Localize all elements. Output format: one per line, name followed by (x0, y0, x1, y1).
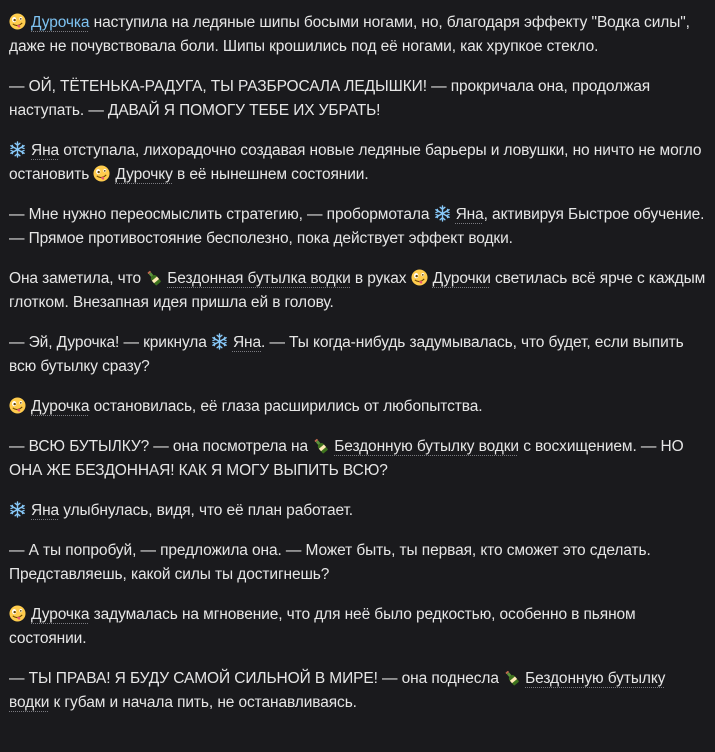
story-text: к губам и начала пить, не останавливаясь. (49, 694, 357, 711)
story-paragraph (9, 395, 707, 419)
crazy-face-icon (411, 269, 428, 286)
story-text: в руках (350, 270, 411, 287)
snowflake-icon (211, 333, 228, 350)
story-text: — А ты попробуй, — предложила она. — Может быть, ты первая, кто сможет это сделать. Представляешь, какой силы ты достигнешь? (9, 542, 651, 583)
entity-mention[interactable]: Дурочки (432, 270, 491, 287)
entity-mention[interactable]: Бездонную бутылку водки (334, 438, 519, 455)
story-text: , активируя Быстрое обучение. — Прямое противостояние бесполезно, пока действует эффект водки. (9, 206, 705, 247)
crazy-face-icon (93, 165, 110, 182)
story-text: — Эй, Дурочка! — крикнула (9, 334, 211, 351)
crazy-face-icon (9, 605, 26, 622)
story-text: — ОЙ, ТЁТЕНЬКА-РАДУГА, ТЫ РАЗБРОСАЛА ЛЕДЫШКИ! — прокричала она, продолжая наступать. — ДАВАЙ Я ПОМОГУ ТЕБЕ ИХ УБРАТЬ! (9, 78, 651, 119)
crazy-face-icon (9, 397, 26, 414)
entity-mention[interactable]: Бездонную бутылку водки (9, 670, 666, 711)
story-paragraph (9, 267, 707, 315)
story-paragraph (9, 203, 707, 251)
entity-mention[interactable]: Дурочка (31, 398, 90, 415)
story-paragraph (9, 603, 707, 651)
story-text: светилась всё ярче с каждым глотком. Внезапная идея пришла ей в голову. (9, 270, 706, 311)
entity-mention[interactable]: Яна (31, 142, 60, 159)
entity-mention[interactable]: Бездонная бутылка водки (167, 270, 351, 287)
entity-mention[interactable]: Дурочка (31, 14, 90, 31)
story-paragraph (9, 139, 707, 187)
story-text: наступила на ледяные шипы босыми ногами, но, благодаря эффекту "Водка силы", даже не почувствовала боли. Шипы крошились под её ногами, как хрупкое стекло. (9, 14, 690, 55)
story-paragraph (9, 539, 707, 587)
story-text: улыбнулась, видя, что её план работает. (59, 502, 354, 519)
story-text: — Мне нужно переосмыслить стратегию, — пробормотала (9, 206, 434, 223)
story-text: — ТЫ ПРАВА! Я БУДУ САМОЙ СИЛЬНОЙ В МИРЕ! — она поднесла (9, 670, 504, 687)
entity-mention[interactable]: Яна (232, 334, 262, 351)
story-paragraph (9, 11, 707, 59)
story-text: отступала, лихорадочно создавая новые ледяные барьеры и ловушки, но ничто не могло остановить (9, 142, 702, 183)
bottle-icon (503, 669, 520, 686)
bottle-icon (312, 437, 329, 454)
story-text: — ВСЮ БУТЫЛКУ? — она посмотрела на (9, 438, 313, 455)
story-text: в её нынешнем состоянии. (172, 166, 369, 183)
story-paragraph (9, 331, 707, 379)
story-text: Она заметила, что (9, 270, 146, 287)
story-paragraph (9, 75, 707, 123)
entity-mention[interactable]: Яна (31, 502, 60, 519)
story-text: с восхищением. — НО ОНА ЖЕ БЕЗДОННАЯ! КАК Я МОГУ ВЫПИТЬ ВСЮ? (9, 438, 684, 479)
story-text: задумалась на мгновение, что для неё было редкостью, особенно в пьяном состоянии. (9, 606, 636, 647)
snowflake-icon (434, 205, 451, 222)
story-paragraph (9, 435, 707, 483)
story-paragraph (9, 667, 707, 715)
story-paragraph (9, 499, 707, 523)
story-text: остановилась, её глаза расширились от любопытства. (89, 398, 483, 415)
entity-mention[interactable]: Яна (455, 206, 484, 223)
entity-mention[interactable]: Дурочку (115, 166, 173, 183)
bottle-icon (145, 269, 162, 286)
story-text: . — Ты когда-нибудь задумывалась, что будет, если выпить всю бутылку сразу? (9, 334, 684, 375)
crazy-face-icon (9, 13, 26, 30)
snowflake-icon (9, 501, 26, 518)
snowflake-icon (9, 141, 26, 158)
entity-mention[interactable]: Дурочка (31, 606, 90, 623)
